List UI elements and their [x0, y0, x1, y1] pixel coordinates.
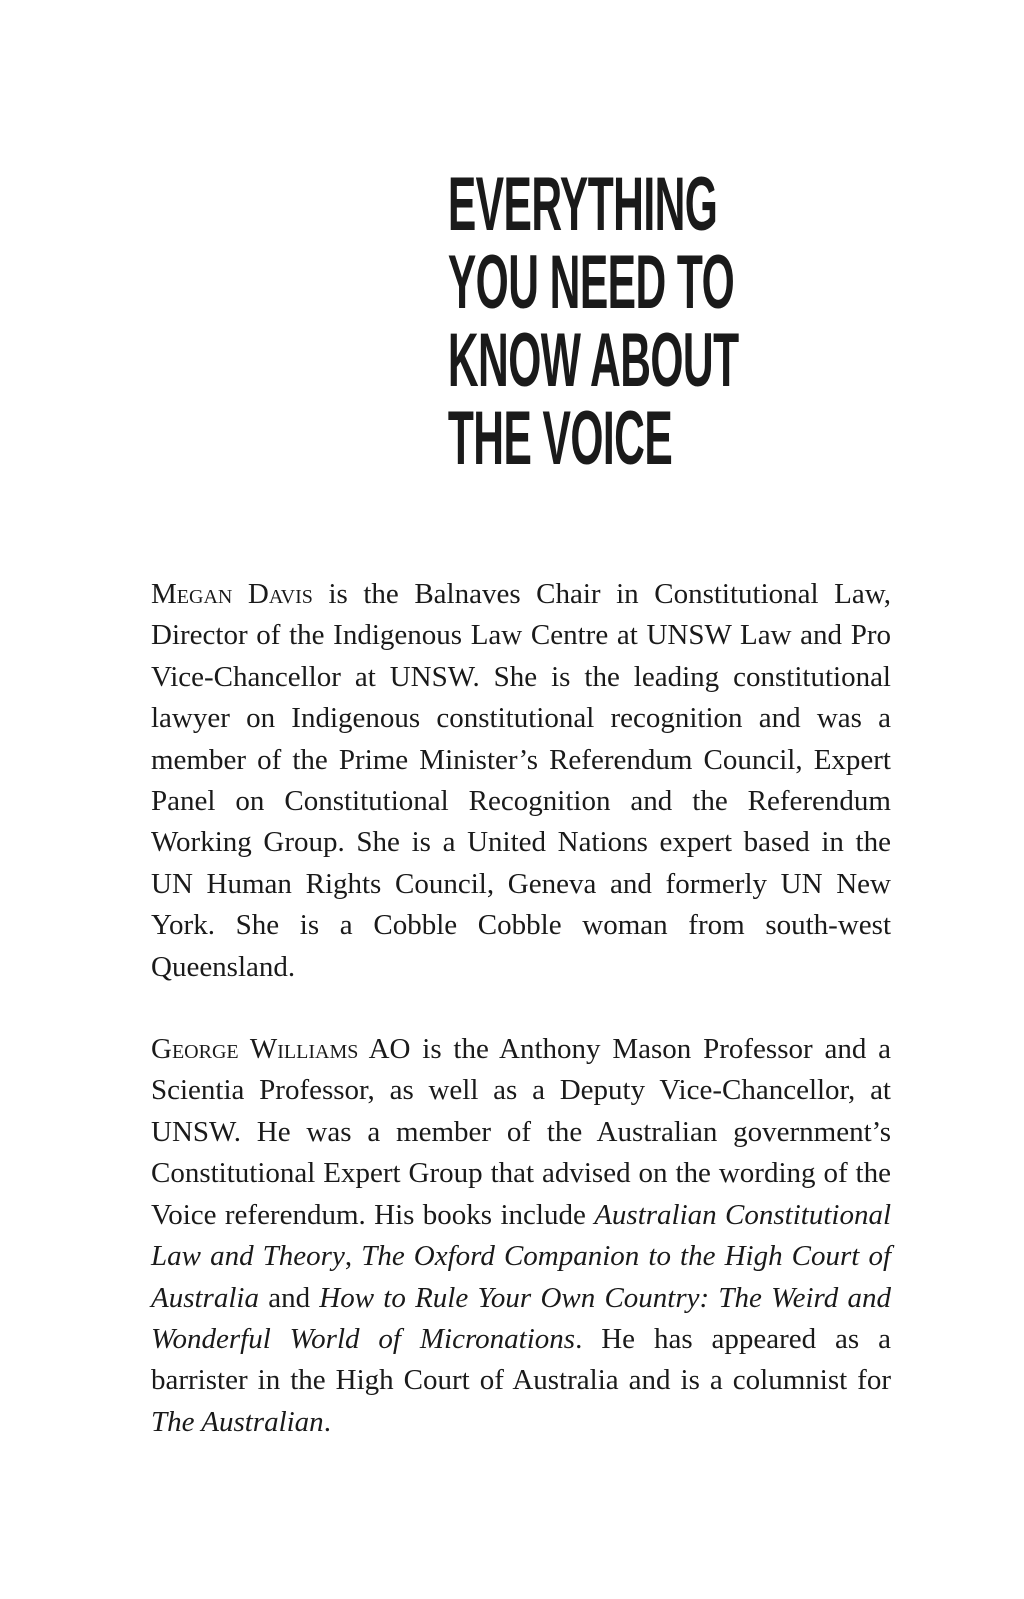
bio-text: ,: [344, 1240, 362, 1273]
author-name: George Williams: [151, 1033, 359, 1066]
title-line-4: THE VOICE: [447, 396, 673, 481]
book-title-how-to-rule: How to Rule Your Own Country: The Weird and Wonderful World of Micronations: [151, 1281, 891, 1355]
author-bios: [151, 574, 891, 1443]
author-bio-megan-davis: [151, 574, 891, 988]
author-bio-george-williams: [151, 1029, 891, 1443]
title-line-3: KNOW ABOUT: [447, 318, 739, 403]
bio-text: is the Balnaves Chair in Constitutional Law, Director of the Indigenous Law Centre at UNSW Law and Pro Vice-Chancellor at UNSW. She is the leading constitutional lawyer on Indigenous constitutional recognition and was a member of the Prime Minister’s Referendum Council, Expert Panel on Constitutional Recognition and the Referendum Working Group. She is a United Nations expert based in the UN Human Rights Council, Geneva and formerly UN New York. She is a Cobble Cobble woman from south-west Queensland.: [151, 578, 892, 983]
book-title-australian-constitutional-law: Australian Constitutional Law and Theory: [151, 1198, 892, 1273]
book-title: [300, 162, 739, 481]
title-line-1: EVERYTHING: [447, 162, 718, 247]
bio-text: .: [323, 1405, 331, 1438]
bio-text: AO is the Anthony Mason Professor and a Scientia Professor, as well as a Deputy Vice-Chancellor, at UNSW. He was a member of the Australian government’s Constitutional Expert Group that advised on the wording of the Voice referendum. His books include: [151, 1033, 892, 1231]
title-line-2: YOU NEED TO: [447, 240, 735, 325]
publication-the-australian: The Australian: [151, 1405, 324, 1438]
author-name: Megan Davis: [151, 578, 313, 610]
bio-text: . He has appeared as a barrister in the High Court of Australia and is a columnist for: [151, 1322, 891, 1397]
book-title-oxford-companion: The Oxford Companion to the High Court of Australia: [151, 1240, 892, 1314]
bio-text: and: [258, 1281, 320, 1314]
